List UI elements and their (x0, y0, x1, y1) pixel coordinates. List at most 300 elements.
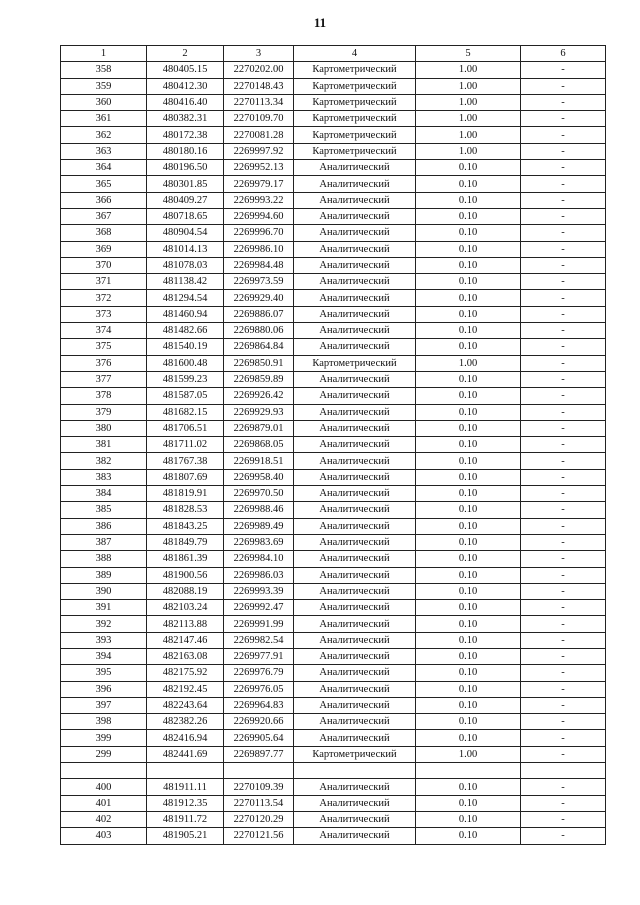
cell-method: Аналитический (294, 176, 416, 192)
header-cell-method: 4 (294, 46, 416, 62)
cell-y-coordinate: 2269920.66 (224, 714, 294, 730)
cell-point-number: 387 (61, 534, 147, 550)
cell-method: Аналитический (294, 192, 416, 208)
cell-point-number: 366 (61, 192, 147, 208)
cell-method: Аналитический (294, 534, 416, 550)
cell-point-number: 397 (61, 697, 147, 713)
cell-method: Аналитический (294, 730, 416, 746)
cell-y-coordinate: 2270081.28 (224, 127, 294, 143)
table-row (61, 355, 606, 371)
cell-y-coordinate: 2270109.70 (224, 111, 294, 127)
cell-method: Картометрический (294, 62, 416, 78)
cell-method: Аналитический (294, 648, 416, 664)
cell-x-coordinate: 481861.39 (147, 551, 224, 567)
cell-accuracy: 0.10 (416, 681, 521, 697)
table-row (61, 811, 606, 827)
cell-notes: - (521, 486, 606, 502)
cell-point-number (61, 763, 147, 779)
cell-method: Картометрический (294, 143, 416, 159)
cell-notes: - (521, 241, 606, 257)
cell-accuracy: 0.10 (416, 648, 521, 664)
cell-x-coordinate: 482441.69 (147, 746, 224, 762)
cell-method (294, 763, 416, 779)
cell-x-coordinate: 480301.85 (147, 176, 224, 192)
cell-point-number: 377 (61, 371, 147, 387)
cell-x-coordinate: 482382.26 (147, 714, 224, 730)
cell-point-number: 362 (61, 127, 147, 143)
table-row (61, 143, 606, 159)
cell-accuracy: 0.10 (416, 616, 521, 632)
cell-notes: - (521, 160, 606, 176)
cell-y-coordinate: 2269997.92 (224, 143, 294, 159)
cell-y-coordinate: 2269983.69 (224, 534, 294, 550)
cell-y-coordinate: 2269982.54 (224, 632, 294, 648)
cell-notes: - (521, 127, 606, 143)
cell-notes: - (521, 192, 606, 208)
cell-y-coordinate: 2269984.48 (224, 257, 294, 273)
table-row (61, 225, 606, 241)
cell-x-coordinate: 481540.19 (147, 339, 224, 355)
cell-y-coordinate: 2269988.46 (224, 502, 294, 518)
cell-method: Аналитический (294, 437, 416, 453)
cell-accuracy: 0.10 (416, 323, 521, 339)
cell-accuracy: 1.00 (416, 355, 521, 371)
cell-x-coordinate: 480718.65 (147, 208, 224, 224)
cell-notes: - (521, 469, 606, 485)
cell-y-coordinate: 2269996.70 (224, 225, 294, 241)
cell-accuracy: 1.00 (416, 143, 521, 159)
table-row (61, 176, 606, 192)
cell-x-coordinate: 480412.30 (147, 78, 224, 94)
table-row (61, 453, 606, 469)
cell-y-coordinate: 2269976.79 (224, 665, 294, 681)
cell-notes: - (521, 94, 606, 110)
cell-notes: - (521, 795, 606, 811)
cell-point-number: 368 (61, 225, 147, 241)
cell-notes: - (521, 616, 606, 632)
cell-method: Аналитический (294, 388, 416, 404)
table-row (61, 78, 606, 94)
table-row (61, 62, 606, 78)
cell-point-number: 392 (61, 616, 147, 632)
cell-y-coordinate: 2269970.50 (224, 486, 294, 502)
cell-y-coordinate: 2269991.99 (224, 616, 294, 632)
cell-accuracy: 0.10 (416, 241, 521, 257)
cell-point-number: 389 (61, 567, 147, 583)
cell-y-coordinate: 2269850.91 (224, 355, 294, 371)
cell-point-number: 383 (61, 469, 147, 485)
header-cell-accuracy: 5 (416, 46, 521, 62)
cell-method: Аналитический (294, 420, 416, 436)
cell-accuracy: 0.10 (416, 567, 521, 583)
cell-notes: - (521, 437, 606, 453)
cell-notes: - (521, 355, 606, 371)
cell-y-coordinate: 2270113.54 (224, 795, 294, 811)
cell-method: Аналитический (294, 208, 416, 224)
cell-accuracy: 0.10 (416, 583, 521, 599)
cell-point-number: 380 (61, 420, 147, 436)
cell-accuracy: 0.10 (416, 779, 521, 795)
cell-y-coordinate: 2269929.40 (224, 290, 294, 306)
cell-y-coordinate: 2269964.83 (224, 697, 294, 713)
cell-method: Аналитический (294, 795, 416, 811)
table-row (61, 127, 606, 143)
cell-method: Аналитический (294, 665, 416, 681)
table-row (61, 648, 606, 664)
table-row (61, 600, 606, 616)
table-row (61, 371, 606, 387)
cell-accuracy: 0.10 (416, 437, 521, 453)
table-row (61, 290, 606, 306)
cell-notes: - (521, 143, 606, 159)
cell-y-coordinate: 2269994.60 (224, 208, 294, 224)
cell-method: Картометрический (294, 94, 416, 110)
cell-notes: - (521, 502, 606, 518)
cell-point-number: 402 (61, 811, 147, 827)
cell-accuracy: 0.10 (416, 534, 521, 550)
cell-point-number: 401 (61, 795, 147, 811)
table-row (61, 763, 606, 779)
cell-notes: - (521, 518, 606, 534)
cell-method: Аналитический (294, 339, 416, 355)
table-row (61, 697, 606, 713)
table-row (61, 616, 606, 632)
cell-accuracy: 0.10 (416, 486, 521, 502)
cell-notes: - (521, 567, 606, 583)
cell-accuracy: 1.00 (416, 111, 521, 127)
cell-notes: - (521, 534, 606, 550)
cell-x-coordinate: 480405.15 (147, 62, 224, 78)
cell-x-coordinate: 482088.19 (147, 583, 224, 599)
cell-accuracy: 0.10 (416, 176, 521, 192)
coordinates-table (60, 45, 606, 845)
cell-point-number: 374 (61, 323, 147, 339)
cell-method: Картометрический (294, 127, 416, 143)
cell-accuracy: 0.10 (416, 257, 521, 273)
cell-point-number: 395 (61, 665, 147, 681)
cell-point-number: 363 (61, 143, 147, 159)
table-row (61, 567, 606, 583)
header-row (61, 46, 606, 62)
cell-point-number: 370 (61, 257, 147, 273)
cell-point-number: 379 (61, 404, 147, 420)
cell-accuracy: 0.10 (416, 274, 521, 290)
table-row (61, 306, 606, 322)
cell-x-coordinate: 481912.35 (147, 795, 224, 811)
cell-notes: - (521, 665, 606, 681)
cell-point-number: 376 (61, 355, 147, 371)
table-row (61, 681, 606, 697)
cell-method: Аналитический (294, 486, 416, 502)
table-row (61, 632, 606, 648)
table-row (61, 404, 606, 420)
cell-point-number: 367 (61, 208, 147, 224)
cell-y-coordinate: 2269952.13 (224, 160, 294, 176)
cell-accuracy: 0.10 (416, 192, 521, 208)
cell-method: Аналитический (294, 551, 416, 567)
cell-x-coordinate: 481599.23 (147, 371, 224, 387)
cell-accuracy (416, 763, 521, 779)
cell-method: Аналитический (294, 257, 416, 273)
table-row (61, 583, 606, 599)
table-row (61, 534, 606, 550)
cell-x-coordinate: 481078.03 (147, 257, 224, 273)
cell-x-coordinate: 482103.24 (147, 600, 224, 616)
cell-x-coordinate: 481600.48 (147, 355, 224, 371)
cell-point-number: 361 (61, 111, 147, 127)
cell-x-coordinate: 481828.53 (147, 502, 224, 518)
cell-notes: - (521, 697, 606, 713)
table-row (61, 502, 606, 518)
cell-notes: - (521, 62, 606, 78)
cell-accuracy: 0.10 (416, 730, 521, 746)
cell-point-number: 375 (61, 339, 147, 355)
table-row (61, 746, 606, 762)
cell-point-number: 372 (61, 290, 147, 306)
table-row (61, 420, 606, 436)
table-row (61, 551, 606, 567)
cell-y-coordinate: 2269868.05 (224, 437, 294, 453)
cell-notes (521, 763, 606, 779)
table-row (61, 257, 606, 273)
cell-x-coordinate (147, 763, 224, 779)
cell-y-coordinate: 2269905.64 (224, 730, 294, 746)
cell-accuracy: 0.10 (416, 795, 521, 811)
cell-y-coordinate: 2269859.89 (224, 371, 294, 387)
cell-point-number: 358 (61, 62, 147, 78)
table-row (61, 469, 606, 485)
cell-x-coordinate: 480904.54 (147, 225, 224, 241)
table-row (61, 779, 606, 795)
cell-notes: - (521, 208, 606, 224)
cell-accuracy: 0.10 (416, 208, 521, 224)
page-number: 11 (313, 15, 327, 30)
cell-accuracy: 0.10 (416, 404, 521, 420)
cell-notes: - (521, 681, 606, 697)
cell-method: Аналитический (294, 241, 416, 257)
cell-notes: - (521, 779, 606, 795)
table-header (61, 46, 606, 62)
cell-method: Аналитический (294, 779, 416, 795)
cell-x-coordinate: 482243.64 (147, 697, 224, 713)
cell-x-coordinate: 481849.79 (147, 534, 224, 550)
cell-point-number: 391 (61, 600, 147, 616)
header-cell-y-coordinate: 3 (224, 46, 294, 62)
cell-point-number: 369 (61, 241, 147, 257)
cell-method: Картометрический (294, 355, 416, 371)
cell-notes: - (521, 176, 606, 192)
cell-y-coordinate: 2269992.47 (224, 600, 294, 616)
cell-notes: - (521, 648, 606, 664)
cell-x-coordinate: 481911.72 (147, 811, 224, 827)
cell-accuracy: 0.10 (416, 225, 521, 241)
cell-y-coordinate (224, 763, 294, 779)
cell-y-coordinate: 2269918.51 (224, 453, 294, 469)
cell-x-coordinate: 481460.94 (147, 306, 224, 322)
cell-point-number: 364 (61, 160, 147, 176)
cell-y-coordinate: 2270202.00 (224, 62, 294, 78)
cell-method: Картометрический (294, 746, 416, 762)
cell-y-coordinate: 2269989.49 (224, 518, 294, 534)
cell-x-coordinate: 480416.40 (147, 94, 224, 110)
cell-notes: - (521, 600, 606, 616)
cell-notes: - (521, 225, 606, 241)
cell-x-coordinate: 481138.42 (147, 274, 224, 290)
cell-accuracy: 0.10 (416, 600, 521, 616)
table-row (61, 795, 606, 811)
cell-x-coordinate: 482163.08 (147, 648, 224, 664)
table-row (61, 323, 606, 339)
cell-method: Аналитический (294, 600, 416, 616)
cell-x-coordinate: 480382.31 (147, 111, 224, 127)
cell-notes: - (521, 746, 606, 762)
cell-point-number: 386 (61, 518, 147, 534)
cell-notes: - (521, 323, 606, 339)
cell-point-number: 394 (61, 648, 147, 664)
cell-method: Аналитический (294, 681, 416, 697)
cell-notes: - (521, 274, 606, 290)
cell-x-coordinate: 481587.05 (147, 388, 224, 404)
cell-point-number: 378 (61, 388, 147, 404)
cell-notes: - (521, 811, 606, 827)
cell-method: Аналитический (294, 518, 416, 534)
cell-y-coordinate: 2270121.56 (224, 828, 294, 844)
cell-y-coordinate: 2269993.39 (224, 583, 294, 599)
cell-accuracy: 0.10 (416, 160, 521, 176)
cell-y-coordinate: 2269929.93 (224, 404, 294, 420)
cell-accuracy: 0.10 (416, 388, 521, 404)
table-row (61, 518, 606, 534)
cell-y-coordinate: 2270148.43 (224, 78, 294, 94)
cell-method: Аналитический (294, 714, 416, 730)
table-row (61, 437, 606, 453)
cell-method: Аналитический (294, 811, 416, 827)
cell-method: Аналитический (294, 323, 416, 339)
cell-point-number: 390 (61, 583, 147, 599)
cell-method: Аналитический (294, 225, 416, 241)
cell-x-coordinate: 482147.46 (147, 632, 224, 648)
cell-y-coordinate: 2270120.29 (224, 811, 294, 827)
cell-y-coordinate: 2269879.01 (224, 420, 294, 436)
cell-method: Картометрический (294, 78, 416, 94)
cell-point-number: 360 (61, 94, 147, 110)
cell-method: Аналитический (294, 697, 416, 713)
cell-notes: - (521, 583, 606, 599)
cell-notes: - (521, 306, 606, 322)
header-cell-x-coordinate: 2 (147, 46, 224, 62)
cell-notes: - (521, 453, 606, 469)
table-row (61, 111, 606, 127)
cell-accuracy: 1.00 (416, 746, 521, 762)
cell-y-coordinate: 2270109.39 (224, 779, 294, 795)
cell-x-coordinate: 481807.69 (147, 469, 224, 485)
cell-method: Аналитический (294, 290, 416, 306)
cell-x-coordinate: 481711.02 (147, 437, 224, 453)
cell-y-coordinate: 2269886.07 (224, 306, 294, 322)
cell-method: Аналитический (294, 453, 416, 469)
cell-y-coordinate: 2269986.10 (224, 241, 294, 257)
cell-notes: - (521, 730, 606, 746)
cell-x-coordinate: 480409.27 (147, 192, 224, 208)
cell-x-coordinate: 481819.91 (147, 486, 224, 502)
table-body (61, 62, 606, 844)
cell-x-coordinate: 481706.51 (147, 420, 224, 436)
cell-point-number: 382 (61, 453, 147, 469)
cell-point-number: 393 (61, 632, 147, 648)
cell-accuracy: 0.10 (416, 632, 521, 648)
cell-accuracy: 0.10 (416, 339, 521, 355)
cell-point-number: 399 (61, 730, 147, 746)
cell-method: Аналитический (294, 583, 416, 599)
cell-method: Аналитический (294, 632, 416, 648)
cell-accuracy: 1.00 (416, 78, 521, 94)
cell-method: Аналитический (294, 616, 416, 632)
cell-point-number: 400 (61, 779, 147, 795)
cell-accuracy: 0.10 (416, 551, 521, 567)
cell-y-coordinate: 2269973.59 (224, 274, 294, 290)
cell-accuracy: 0.10 (416, 811, 521, 827)
cell-accuracy: 1.00 (416, 94, 521, 110)
table-row (61, 665, 606, 681)
table-row (61, 388, 606, 404)
cell-point-number: 384 (61, 486, 147, 502)
cell-point-number: 398 (61, 714, 147, 730)
cell-x-coordinate: 481294.54 (147, 290, 224, 306)
table-row (61, 486, 606, 502)
cell-accuracy: 0.10 (416, 420, 521, 436)
cell-accuracy: 0.10 (416, 828, 521, 844)
table-row (61, 714, 606, 730)
cell-point-number: 388 (61, 551, 147, 567)
cell-notes: - (521, 632, 606, 648)
cell-accuracy: 1.00 (416, 127, 521, 143)
cell-x-coordinate: 481843.25 (147, 518, 224, 534)
cell-y-coordinate: 2269984.10 (224, 551, 294, 567)
cell-method: Картометрический (294, 111, 416, 127)
table-row (61, 339, 606, 355)
cell-x-coordinate: 482113.88 (147, 616, 224, 632)
cell-method: Аналитический (294, 160, 416, 176)
cell-x-coordinate: 482192.45 (147, 681, 224, 697)
cell-x-coordinate: 480196.50 (147, 160, 224, 176)
cell-x-coordinate: 481900.56 (147, 567, 224, 583)
cell-notes: - (521, 257, 606, 273)
cell-y-coordinate: 2269880.06 (224, 323, 294, 339)
cell-x-coordinate: 481014.13 (147, 241, 224, 257)
cell-accuracy: 0.10 (416, 665, 521, 681)
cell-x-coordinate: 481682.15 (147, 404, 224, 420)
table-row (61, 241, 606, 257)
cell-y-coordinate: 2269977.91 (224, 648, 294, 664)
cell-accuracy: 1.00 (416, 62, 521, 78)
cell-x-coordinate: 482175.92 (147, 665, 224, 681)
cell-method: Аналитический (294, 828, 416, 844)
cell-y-coordinate: 2269897.77 (224, 746, 294, 762)
cell-notes: - (521, 420, 606, 436)
cell-notes: - (521, 111, 606, 127)
cell-method: Аналитический (294, 567, 416, 583)
table-row (61, 828, 606, 844)
cell-accuracy: 0.10 (416, 697, 521, 713)
cell-notes: - (521, 828, 606, 844)
cell-point-number: 385 (61, 502, 147, 518)
cell-x-coordinate: 480172.38 (147, 127, 224, 143)
cell-point-number: 359 (61, 78, 147, 94)
cell-method: Аналитический (294, 274, 416, 290)
cell-x-coordinate: 482416.94 (147, 730, 224, 746)
cell-notes: - (521, 371, 606, 387)
cell-accuracy: 0.10 (416, 453, 521, 469)
